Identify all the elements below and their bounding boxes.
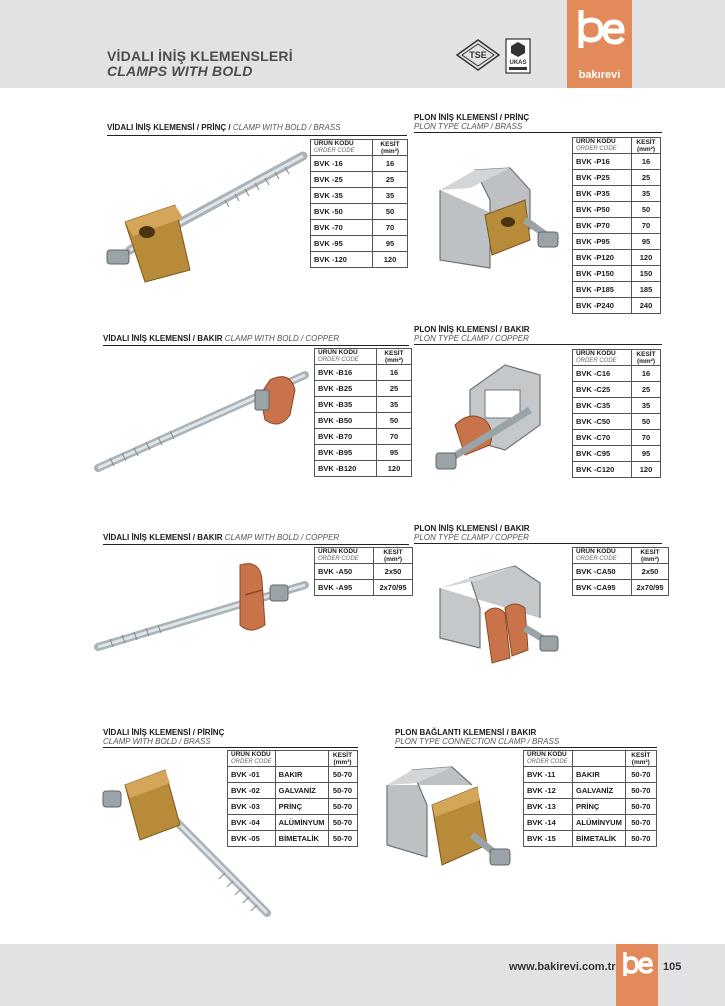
table-row: BVK -14 ALÜMİNYUM 50-70 [524, 815, 657, 831]
section-2-table [572, 137, 661, 314]
brass-clamp-with-bold-photo [95, 150, 310, 285]
table-row: BVK -P150 150 [573, 266, 661, 282]
table-header-code: ÜRÜN KODU ORDER CODE [573, 138, 632, 154]
section-6-table [572, 547, 669, 596]
table-row: BVK -C70 70 [573, 430, 661, 446]
table-row: BVK -13 PRİNÇ 50-70 [524, 799, 657, 815]
table-row: BVK -B25 25 [315, 381, 412, 397]
table-row: BVK -25 25 [311, 172, 408, 188]
section-6-subtitle: PLON TYPE CLAMP / COPPER [414, 533, 529, 542]
page-subtitle: CLAMPS WITH BOLD [107, 63, 253, 79]
table-header-size: KESİT (mm²) [632, 548, 669, 564]
table-row: BVK -11 BAKIR 50-70 [524, 767, 657, 783]
table-header-size: KESİT (mm²) [632, 350, 661, 366]
table-header-size: KESİT (mm²) [377, 349, 412, 365]
table-row: BVK -C95 95 [573, 446, 661, 462]
table-row: BVK -B70 70 [315, 429, 412, 445]
copper-plon-type-clamp-photo [430, 355, 565, 480]
table-row: BVK -15 BİMETALİK 50-70 [524, 831, 657, 847]
table-row: BVK -70 70 [311, 220, 408, 236]
section-4-title: PLON İNİŞ KLEMENSİ / BAKIR [414, 325, 530, 334]
table-row: BVK -C50 50 [573, 414, 661, 430]
section-5-title: VİDALI İNİŞ KLEMENSİ / BAKIR CLAMP WITH BOLD / COPPER [103, 533, 340, 542]
table-row: BVK -P25 25 [573, 170, 661, 186]
section-7-table [227, 750, 358, 847]
table-row: BVK -35 35 [311, 188, 408, 204]
table-row: BVK -01 BAKIR 50-70 [228, 767, 358, 783]
section-7-title: VİDALI İNİŞ KLEMENSİ / PİRİNÇ [103, 728, 225, 737]
section-4-subtitle: PLON TYPE CLAMP / COPPER [414, 334, 529, 343]
section-8-table [523, 750, 657, 847]
section-2-subtitle: PLON TYPE CLAMP / BRASS [414, 122, 523, 131]
section-2-divider [414, 132, 662, 133]
section-3-title: VİDALI İNİŞ KLEMENSİ / BAKIR CLAMP WITH BOLD / COPPER [103, 334, 340, 343]
table-row: BVK -02 GALVANİZ 50-70 [228, 783, 358, 799]
table-row: BVK -P35 35 [573, 186, 661, 202]
page-title: VİDALI İNİŞ KLEMENSLERİ [107, 48, 293, 64]
table-row: BVK -B35 35 [315, 397, 412, 413]
page-number: 105 [663, 961, 682, 973]
double-copper-clamp-with-bold-photo [90, 555, 315, 655]
section-6-title: PLON İNİŞ KLEMENSİ / BAKIR [414, 524, 530, 533]
table-row: BVK -P185 185 [573, 282, 661, 298]
section-1-divider [107, 135, 407, 136]
table-row: BVK -C16 16 [573, 366, 661, 382]
brass-plon-type-clamp-photo [420, 160, 570, 270]
section-7-subtitle: CLAMP WITH BOLD / BRASS [103, 737, 211, 746]
table-header-code: ÜRÜN KODU ORDER CODE [524, 751, 573, 767]
section-3-table [314, 348, 412, 477]
table-header-code: ÜRÜN KODU ORDER CODE [573, 350, 632, 366]
section-8-title: PLON BAĞLANTI KLEMENSİ / BAKIR [395, 728, 537, 737]
table-header-code: ÜRÜN KODU ORDER CODE [573, 548, 632, 564]
table-row: BVK -95 95 [311, 236, 408, 252]
table-row: BVK -16 16 [311, 156, 408, 172]
ukas-cert-label: UKAS [509, 60, 527, 66]
table-row: BVK -B120 120 [315, 461, 412, 477]
table-row: BVK -P120 120 [573, 250, 661, 266]
section-1-table [310, 139, 408, 268]
footer-brand-logo-icon [616, 944, 658, 984]
table-row: BVK -B16 16 [315, 365, 412, 381]
footer-brand-logo [616, 944, 658, 1006]
table-header-size: KESİT (mm²) [374, 548, 413, 564]
table-row: BVK -C120 120 [573, 462, 661, 478]
table-row: BVK -B95 95 [315, 445, 412, 461]
tse-cert-icon [455, 38, 501, 72]
table-row: BVK -C35 35 [573, 398, 661, 414]
table-row: BVK -P95 95 [573, 234, 661, 250]
copper-clamp-with-bold-photo [90, 360, 315, 475]
table-row: BVK -P240 240 [573, 298, 661, 314]
section-8-divider [395, 747, 657, 748]
website-link[interactable]: www.bakirevi.com.tr [509, 961, 616, 973]
table-row: BVK -CA50 2x50 [573, 564, 669, 580]
table-header-code: ÜRÜN KODU ORDER CODE [315, 548, 374, 564]
table-header-size: KESİT (mm²) [632, 138, 661, 154]
table-row: BVK -04 ALÜMİNYUM 50-70 [228, 815, 358, 831]
section-1-title: VİDALI İNİŞ KLEMENSİ / PRİNÇ / CLAMP WITH BOLD / BRASS [107, 123, 341, 132]
table-row: BVK -12 GALVANİZ 50-70 [524, 783, 657, 799]
brass-plon-connection-clamp-photo [382, 765, 522, 880]
section-4-divider [414, 344, 662, 345]
table-row: BVK -120 120 [311, 252, 408, 268]
double-copper-plon-type-clamp-photo [430, 558, 565, 668]
section-3-divider [103, 345, 409, 346]
brand-logo-icon [567, 0, 632, 60]
table-header-size: KESİT (mm²) [373, 140, 408, 156]
brand-logo [567, 0, 632, 88]
table-row: BVK -P70 70 [573, 218, 661, 234]
table-row: BVK -05 BİMETALİK 50-70 [228, 831, 358, 847]
table-row: BVK -C25 25 [573, 382, 661, 398]
table-row: BVK -B50 50 [315, 413, 412, 429]
table-row: BVK -P16 16 [573, 154, 661, 170]
table-row: BVK -A50 2x50 [315, 564, 413, 580]
ukas-cert-icon [505, 38, 531, 74]
table-row: BVK -CA95 2x70/95 [573, 580, 669, 596]
table-header-code: ÜRÜN KODU ORDER CODE [228, 751, 276, 767]
table-row: BVK -A95 2x70/95 [315, 580, 413, 596]
section-4-table [572, 349, 661, 478]
section-5-divider [103, 544, 409, 545]
table-header-code: ÜRÜN KODU ORDER CODE [315, 349, 377, 365]
tse-cert-label: TSE [469, 50, 487, 60]
section-8-subtitle: PLON TYPE CONNECTION CLAMP / BRASS [395, 737, 560, 746]
section-7-divider [103, 747, 358, 748]
table-header-size: KESİT (mm²) [625, 751, 656, 767]
table-row: BVK -50 50 [311, 204, 408, 220]
brand-name: bakırevi [578, 69, 621, 81]
section-5-table [314, 547, 413, 596]
section-6-divider [414, 543, 662, 544]
table-header-size: KESİT (mm²) [328, 751, 357, 767]
table-row: BVK -P50 50 [573, 202, 661, 218]
section-2-title: PLON İNİŞ KLEMENSİ / PRİNÇ [414, 113, 530, 122]
table-row: BVK -03 PRİNÇ 50-70 [228, 799, 358, 815]
table-header-code: ÜRÜN KODU ORDER CODE [311, 140, 373, 156]
